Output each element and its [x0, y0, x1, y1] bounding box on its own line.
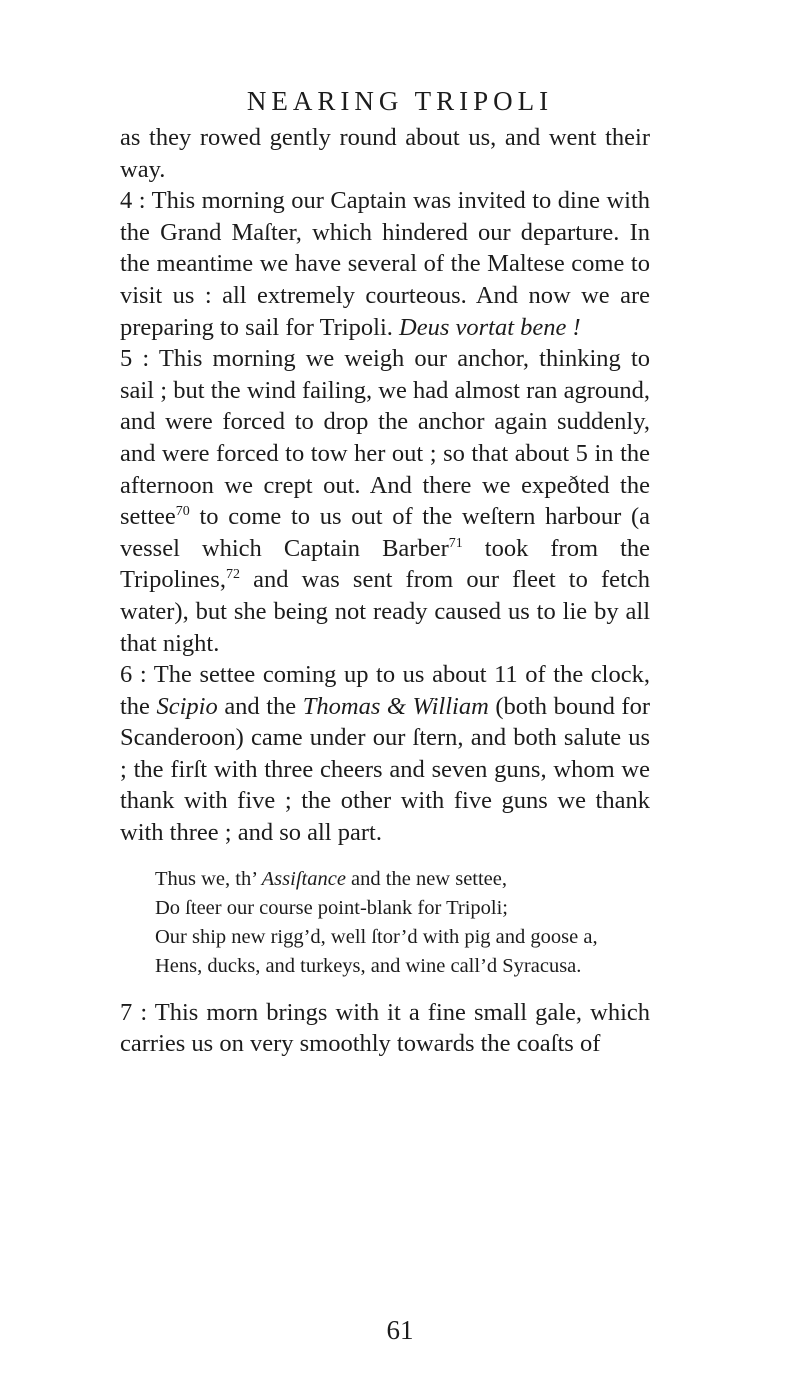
italic-text: Deus vortat bene !	[399, 313, 581, 341]
running-head: NEARING TRIPOLI	[246, 86, 554, 116]
text-run: to come to us out of the weſtern harbour (a vessel which Captain Barber	[120, 503, 650, 562]
verse-line	[155, 952, 650, 981]
paragraph-day-7	[120, 997, 650, 1060]
paragraph-day-4	[120, 185, 650, 343]
text-run: and was sent from our fleet to fetch water), but she being not ready caused us to lie by all that night.	[120, 566, 650, 657]
paragraph-continuation	[120, 122, 650, 185]
text-run: 7 : This morn brings with it a fine small gale, which carries us on very smoothly towards the coaſts of	[120, 998, 650, 1058]
italic-text: Thomas & William	[302, 692, 489, 720]
footnote-ref: 70	[175, 504, 190, 520]
footnote-ref: 72	[225, 567, 240, 583]
text-run: and the new settee,	[345, 867, 508, 890]
text-run: Our ship new rigg’d, well ſtor’d with pig and goose a,	[155, 925, 598, 948]
footnote-ref: 71	[448, 535, 463, 551]
text-run: and the	[217, 692, 303, 720]
body-text	[120, 122, 650, 1060]
italic-text: Scipio	[156, 692, 218, 720]
text-run: 6 : The settee coming up to us about 11 of the clock, the	[120, 661, 650, 720]
text-run: took from the Tripolines,	[120, 534, 650, 594]
page-number: 61	[386, 1315, 414, 1345]
text-run: Hens, ducks, and turkeys, and wine call’d Syracusa.	[155, 954, 582, 977]
text-run: Do ſteer our course point-blank for Tripoli;	[155, 896, 509, 919]
italic-text: Assiſtance	[261, 867, 346, 890]
text-run: Thus we, th’	[155, 867, 262, 890]
verse-line	[155, 923, 650, 952]
verse-line	[155, 865, 650, 894]
text-run: as they rowed gently round about us, and went their way.	[120, 124, 650, 183]
text-run: 4 : This morning our Captain was invited to dine with the Grand Maſter, which hindered our departure. In the meantime we have several of the Maltese come to visit us : all extremely courteous. And now we are preparing to sail for Tripoli.	[120, 187, 650, 341]
verse-stanza	[155, 865, 650, 981]
paragraph-day-6	[120, 659, 650, 849]
verse-line	[155, 894, 650, 923]
paragraph-day-5	[120, 343, 650, 659]
text-run: (both bound for Scanderoon) came under our ſtern, and both salute us ; the firſt with three cheers and seven guns, whom we thank with five ; the other with five guns we thank with three ; and so all part.	[120, 692, 650, 847]
text-run: 5 : This morning we weigh our anchor, thinking to sail ; but the wind failing, we had almost ran aground, and were forced to drop the anchor again suddenly, and were forced to tow her out ; so that about 5 in the afternoon we crept out. And there we expeðted the settee	[120, 345, 650, 531]
